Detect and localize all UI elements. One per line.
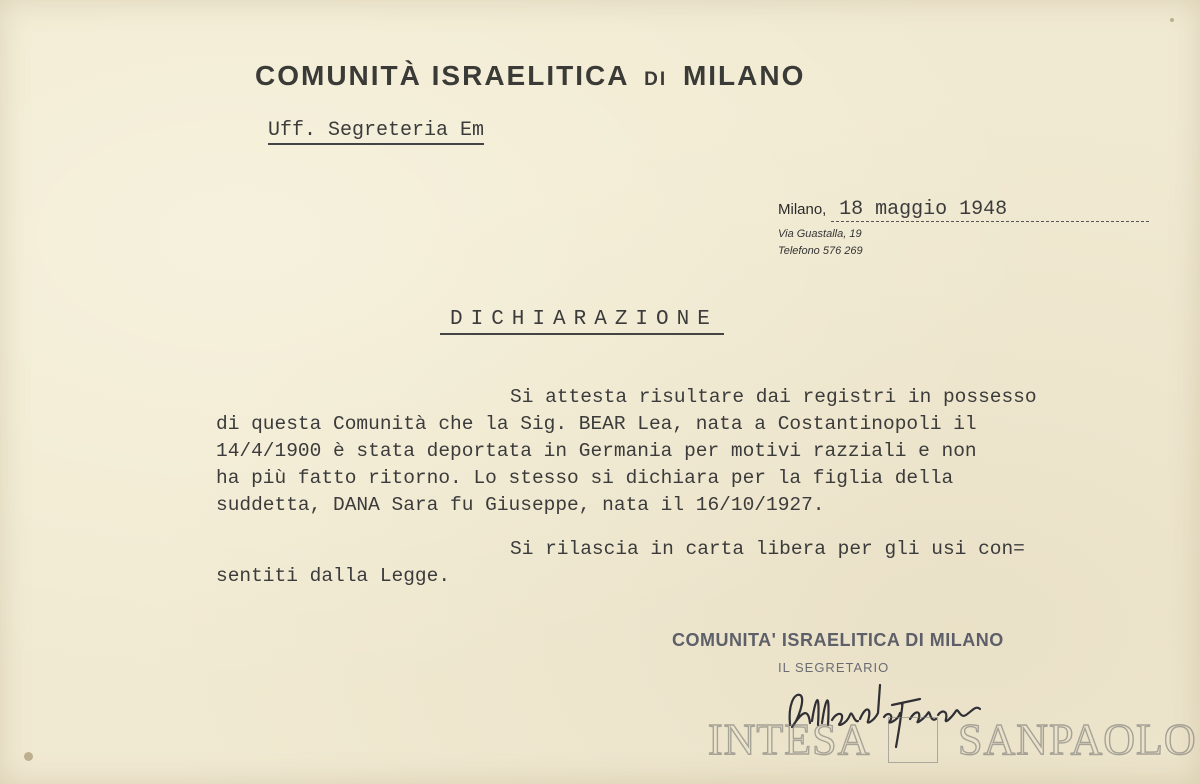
paper-speck — [1170, 18, 1174, 22]
letterhead-di: DI — [644, 69, 668, 90]
street-address: Via Guastalla, 19 — [778, 228, 862, 240]
paragraph-line: sentiti dalla Legge. — [216, 565, 451, 587]
paper-speck — [24, 752, 33, 761]
watermark-left: INTESA — [708, 715, 868, 764]
document-date: 18 maggio 1948 — [831, 198, 1149, 222]
document-title: DICHIARAZIONE — [440, 308, 724, 335]
paragraph-line: suddetta, DANA Sara fu Giuseppe, nata il 16/10/1927. — [216, 494, 825, 516]
letterhead-city: MILANO — [682, 60, 806, 91]
letterhead-name: COMUNITÀ ISRAELITICA — [255, 60, 629, 91]
date-block — [778, 198, 1148, 260]
stamp-secretary-label: IL SEGRETARIO — [778, 660, 890, 675]
paragraph-line: ha più fatto ritorno. Lo stesso si dichiara per la figlia della — [216, 467, 954, 489]
release-paragraph — [216, 536, 1025, 590]
watermark-logo-icon — [888, 717, 938, 763]
letterhead — [255, 60, 955, 92]
address-block — [778, 226, 1148, 260]
phone-number: Telefono 576 269 — [778, 245, 863, 257]
paragraph-line: di questa Comunità che la Sig. BEAR Lea, nata a Costantinopoli il — [216, 413, 977, 435]
office-line: Uff. Segreteria Em — [268, 119, 484, 145]
watermark-right: SANPAOLO — [958, 715, 1197, 764]
paragraph-line: Si attesta risultare dai registri in possesso — [510, 386, 1037, 408]
paragraph-line: 14/4/1900 è stata deportata in Germania per motivi razziali e non — [216, 440, 977, 462]
date-city: Milano, — [778, 201, 827, 218]
official-stamp: COMUNITA' ISRAELITICA DI MILANO — [672, 630, 1004, 650]
watermark — [708, 714, 1197, 767]
declaration-paragraph — [216, 384, 1037, 519]
date-line — [778, 198, 1148, 222]
paragraph-line: Si rilascia in carta libera per gli usi con= — [510, 538, 1025, 560]
